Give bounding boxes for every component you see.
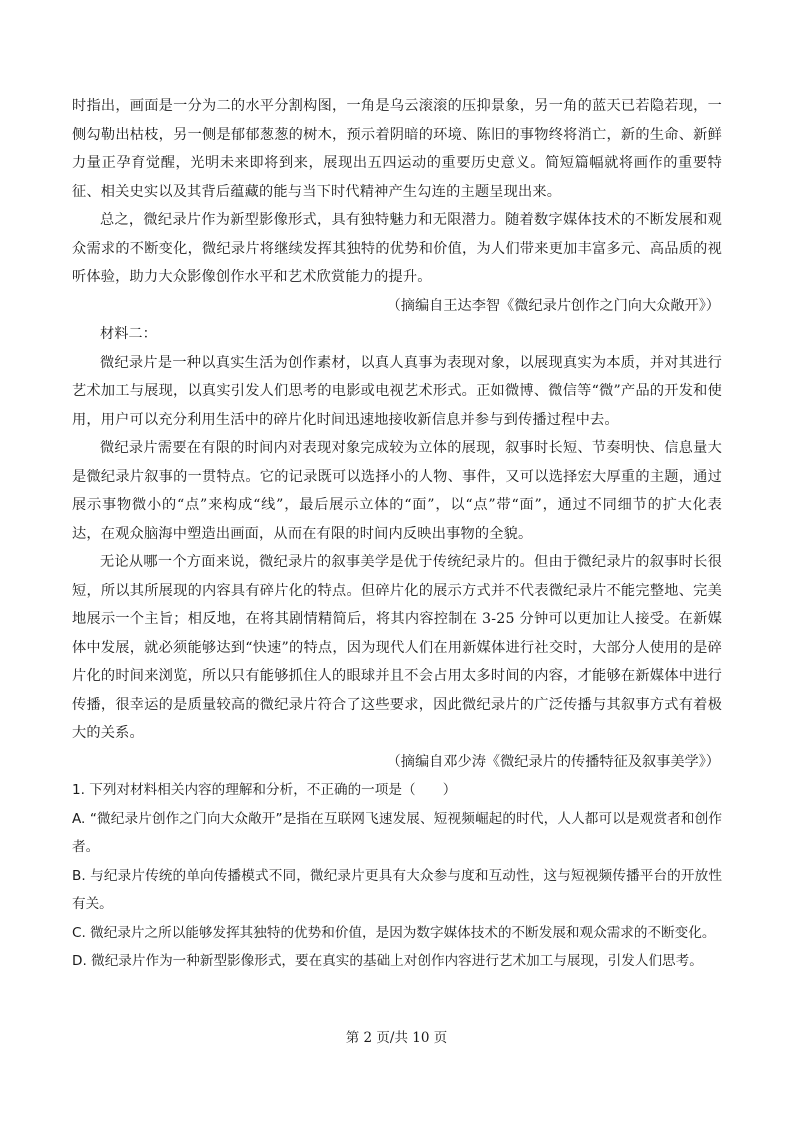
question-1-option-a: A. “微纪录片创作之门向大众敞开”是指在互联网飞速发展、短视频崛起的时代，人人都可以是观赏者和创作者。 (72, 810, 722, 855)
material2-label: 材料二： (100, 326, 157, 342)
material1-paragraph-continued: 时指出，画面是一分为二的水平分割构图，一角是乌云滚滚的压抑景象，另一角的蓝天已若隐若现，一侧勾勒出枯枝，另一侧是郁郁葱葱的树木，预示着阴暗的环境、陈旧的事物终将消亡，新的生命、新鲜力量正孕育觉醒，光明未来即将到来，展现出五四运动的重要历史意义。简短篇幅就将画作的重要特征、相关史实以及其背后蕴藏的能与当下时代精神产生勾连的主题呈现出来。 (72, 98, 722, 200)
material2-paragraph: 无论从哪一个方面来说，微纪录片的叙事美学是优于传统纪录片的。但由于微纪录片的叙事时长很短，所以其所展现的内容具有碎片化的特点。但碎片化的展示方式并不代表微纪录片不能完整地、完美地展示一个主旨；相反地，在将其剧情精简后，将其内容控制在 3-25 分钟可以更加让人接受。在新媒体中发展，就必须能够达到“快速”的特点，因为现代人们在用新媒体进行社交时，大部分人使用的是碎片化的时间来浏览，所以只有能够抓住人的眼球并且不会占用太多时间的内容，才能够在新媒体中进行传播，很幸运的是质量较高的微纪录片符合了这些要求，因此微纪录片的广泛传播与其叙事方式有着极大的关系。 (72, 554, 722, 741)
question-1-option-c: C. 微纪录片之所以能够发挥其独特的优势和价值，是因为数字媒体技术的不断发展和观众需求的不断变化。 (72, 924, 716, 941)
material2-paragraph: 微纪录片需要在有限的时间内对表现对象完成较为立体的展现，叙事时长短、节奏明快、信息量大是微纪录片叙事的一贯特点。它的记录既可以选择小的人物、事件，又可以选择宏大厚重的主题，通过展示事物微小的“点”来构成“线”，最后展示立体的“面”，以“点”带“面”，通过不同细节的扩大化表达，在观众脑海中塑造出画面，从而在有限的时间内反映出事物的全貌。 (72, 440, 722, 542)
material1-paragraph-summary: 总之，微纪录片作为新型影像形式，具有独特魅力和无限潜力。随着数字媒体技术的不断发展和观众需求的不断变化，微纪录片将继续发挥其独特的优势和价值，为人们带来更加丰富多元、高品质的视听体验，助力大众影像创作水平和艺术欣赏能力的提升。 (72, 212, 722, 285)
material2-paragraph: 微纪录片是一种以真实生活为创作素材，以真人真事为表现对象，以展现真实为本质，并对其进行艺术加工与展现，以真实引发人们思考的电影或电视艺术形式。正如微博、微信等“微”产品的开发和使用，用户可以充分利用生活中的碎片化时间迅速地接收新信息并参与到传播过程中去。 (72, 354, 722, 428)
question-1-option-d: D. 微纪录片作为一种新型影像形式，要在真实的基础上对创作内容进行艺术加工与展现，引发人们思考。 (72, 953, 703, 969)
material2-source: （摘编自邓少涛《微纪录片的传播特征及叙事美学》） (386, 753, 720, 770)
document-page (72, 92, 722, 976)
page-number-footer: 第 2 页/共 10 页 (345, 1030, 448, 1046)
question-1-option-b: B. 与纪录片传统的单向传播模式不同，微纪录片更具有大众参与度和互动性，这与短视频传播平台的开放性有关。 (72, 867, 722, 912)
question-1-stem: 1. 下列对材料相关内容的理解和分析，不正确的一项是（ ） (72, 782, 457, 798)
material1-source: （摘编自王达李智《微纪录片创作之门向大众敞开》） (386, 297, 720, 314)
